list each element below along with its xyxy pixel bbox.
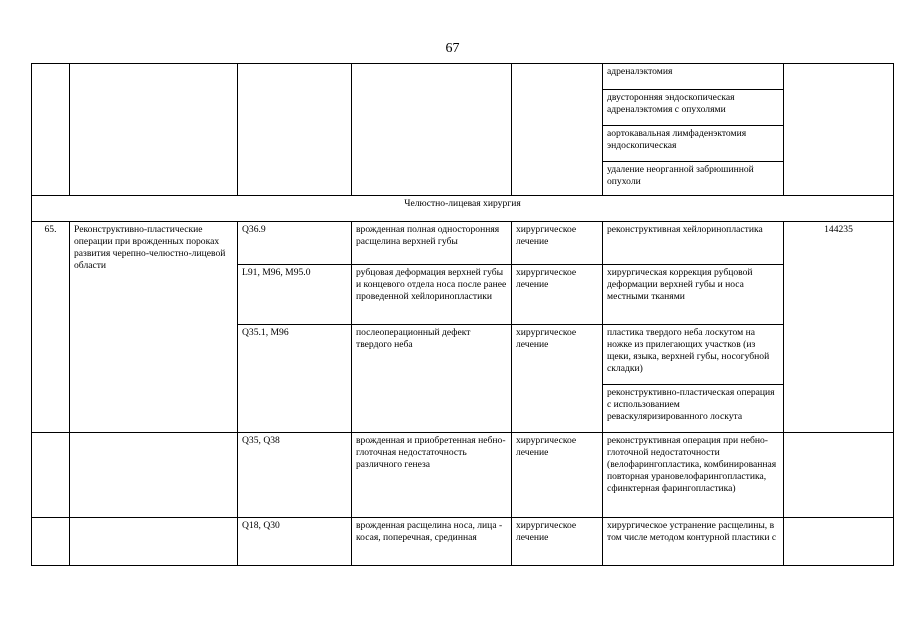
cell-code: Q35.1, M96: [238, 325, 352, 433]
table-row: [32, 433, 894, 518]
cell-method: аортокавальная лимфаденэктомия эндоскопическая: [603, 126, 784, 162]
cell-code: Q35, Q38: [238, 433, 352, 518]
cell-model: послеоперационный дефект твердого неба: [352, 325, 512, 433]
cell-method: реконструктивная хейлоринопластика: [603, 222, 784, 265]
cell-treatment: хирургическое лечение: [512, 325, 603, 433]
cell-model: врожденная полная односторонняя расщелина верхней губы: [352, 222, 512, 265]
table-row: [32, 222, 894, 265]
entry-number: 65.: [32, 222, 70, 433]
cell-cost: [784, 433, 894, 518]
cell-method: хирургическое устранение расщелины, в том числе методом контурной пластики с: [603, 518, 784, 566]
table-row: [32, 518, 894, 566]
cell-cost: [784, 64, 894, 196]
cell-number: [32, 518, 70, 566]
cell-code: Q36.9: [238, 222, 352, 265]
section-title: Челюстно-лицевая хирургия: [32, 196, 894, 222]
cell-model: врожденная расщелина носа, лица - косая, поперечная, срединная: [352, 518, 512, 566]
cell-method: двусторонняя эндоскопическая адреналэктомия с опухолями: [603, 90, 784, 126]
cell-model: врожденная и приобретенная небно-глоточная недостаточность различного генеза: [352, 433, 512, 518]
cell-method: пластика твердого неба лоскутом на ножке из прилегающих участков (из щеки, языка, верхней губы, носогубной складки): [603, 325, 784, 385]
cell-treatment: хирургическое лечение: [512, 222, 603, 265]
cell-treatment: хирургическое лечение: [512, 433, 603, 518]
cell-method: реконструктивная операция при небно-глоточной недостаточности (велофарингопластика, комбинированная повторная урановелофарингопластика, сфинктерная фарингопластика): [603, 433, 784, 518]
table-row: [32, 64, 894, 90]
cell-model: [352, 64, 512, 196]
cell-code: Q18, Q30: [238, 518, 352, 566]
care-table: [31, 63, 894, 566]
cell-code: L91, M96, M95.0: [238, 265, 352, 325]
cell-number: [32, 433, 70, 518]
entry-name: Реконструктивно-пластические операции при врожденных пороках развития черепно-челюстно-лицевой области: [70, 222, 238, 433]
cell-treatment: хирургическое лечение: [512, 518, 603, 566]
section-row: [32, 196, 894, 222]
cell-method: удаление неорганной забрюшинной опухоли: [603, 162, 784, 196]
cell-method: адреналэктомия: [603, 64, 784, 90]
page-number: 67: [445, 41, 460, 56]
cell-cost: [784, 518, 894, 566]
cell-name: [70, 433, 238, 518]
cell-model: рубцовая деформация верхней губы и концевого отдела носа после ранее проведенной хейлоринопластики: [352, 265, 512, 325]
cell-treatment: хирургическое лечение: [512, 265, 603, 325]
cell-method: реконструктивно-пластическая операция с использованием реваскуляризированного лоскута: [603, 385, 784, 433]
cell-name: [70, 518, 238, 566]
cell-code: [238, 64, 352, 196]
cell-method: хирургическая коррекция рубцовой деформации верхней губы и носа местными тканями: [603, 265, 784, 325]
entry-cost: 144235: [784, 222, 894, 433]
cell-treatment: [512, 64, 603, 196]
cell-number: [32, 64, 70, 196]
cell-name: [70, 64, 238, 196]
